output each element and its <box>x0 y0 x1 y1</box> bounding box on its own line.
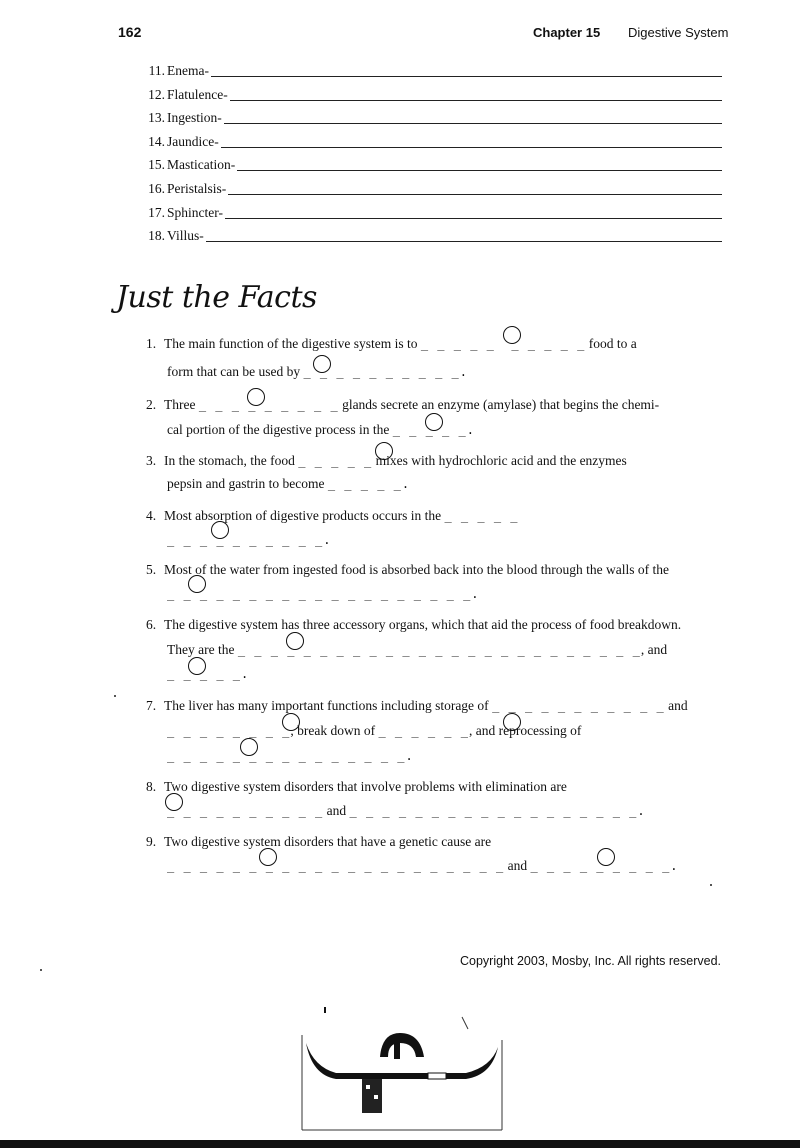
question-text: They are the <box>167 642 235 657</box>
term-row <box>137 87 722 103</box>
term-label: Ingestion- <box>167 110 222 125</box>
letter-blanks[interactable]: _ _ _ _ _ _ _ _ _ _ <box>167 804 324 818</box>
question-7-cont2 <box>167 748 414 764</box>
question-text: , and reprocessing of <box>468 723 582 738</box>
term-number: 12. <box>148 87 165 102</box>
question-text: form that can be used by <box>167 364 301 379</box>
question-number: 2. <box>146 397 157 412</box>
letter-blanks[interactable]: _ _ _ _ _. <box>167 667 250 681</box>
question-text: Most of the water from ingested food is absorbed back into the blood through the walls of the <box>164 562 670 577</box>
question-5 <box>146 562 669 578</box>
scan-speck <box>40 969 42 971</box>
question-text: mixes with hydrochloric acid and the enzymes <box>375 453 627 468</box>
artifact-shape <box>362 1079 382 1113</box>
question-text: and <box>668 698 688 713</box>
question-text: , break down of <box>290 723 376 738</box>
term-label: Sphincter- <box>167 205 223 220</box>
question-8-cont <box>167 803 646 819</box>
term-number: 15. <box>148 157 165 172</box>
circled-letter-marker <box>425 413 443 431</box>
section-title: Just the Facts <box>116 280 317 315</box>
artifact-shape <box>394 1039 400 1059</box>
letter-blanks[interactable]: _ _ _ _ _ <box>444 509 519 523</box>
question-4-cont <box>167 532 332 548</box>
circled-letter-marker <box>247 388 265 406</box>
circled-letter-marker <box>211 521 229 539</box>
copyright-notice: Copyright 2003, Mosby, Inc. All rights reserved. <box>460 954 721 968</box>
chapter-label: Chapter 15 <box>533 25 601 40</box>
circled-letter-marker <box>286 632 304 650</box>
question-text: In the stomach, the food <box>164 453 295 468</box>
question-number: 7. <box>146 698 157 713</box>
question-3-cont <box>167 476 410 492</box>
circled-letter-marker <box>313 355 331 373</box>
term-label: Villus- <box>167 228 204 243</box>
question-text: cal portion of the digestive process in the <box>167 422 390 437</box>
term-label: Mastication- <box>167 157 236 172</box>
question-7 <box>146 698 688 714</box>
answer-line[interactable] <box>224 122 722 124</box>
question-text: Two digestive system disorders that have a genetic cause are <box>164 834 492 849</box>
question-number: 4. <box>146 508 157 523</box>
letter-blanks[interactable]: _ _ _ _ _ _ _ _ _ _. <box>167 533 332 547</box>
artifact-shape <box>428 1073 446 1079</box>
question-text: pepsin and gastrin to become <box>167 476 325 491</box>
question-text: , and <box>640 642 668 657</box>
term-label: Jaundice- <box>167 134 219 149</box>
term-number: 17. <box>148 205 165 220</box>
circled-letter-marker <box>503 326 521 344</box>
scan-edge-bar <box>0 1140 800 1148</box>
term-row <box>137 205 722 221</box>
question-text: The digestive system has three accessory organs, which that aid the process of food breakdown. <box>164 617 682 632</box>
term-row <box>137 157 722 173</box>
circled-letter-marker <box>282 713 300 731</box>
term-label: Enema- <box>167 63 209 78</box>
circled-letter-marker <box>188 657 206 675</box>
letter-blanks[interactable]: _ _ _ _ _ <box>298 454 373 468</box>
circled-letter-marker <box>259 848 277 866</box>
circled-letter-marker <box>375 442 393 460</box>
term-row <box>137 110 722 126</box>
term-number: 18. <box>148 228 165 243</box>
letter-blanks[interactable]: _ _ _ _ _ _ <box>378 724 469 738</box>
question-8 <box>146 779 567 795</box>
term-row <box>137 181 722 197</box>
letter-blanks[interactable]: _ _ _ _ _ _ _ _ _ _ _ _ _ _ _ _ _ _ _ _ _ _ _ _ _ <box>237 643 641 657</box>
artifact-shape <box>306 1043 498 1079</box>
circled-letter-marker <box>188 575 206 593</box>
letter-blanks[interactable]: _ _ _ _ _ _ _ _ _ _. <box>303 365 468 379</box>
question-1 <box>146 336 637 352</box>
question-text: The main function of the digestive system is to <box>164 336 418 351</box>
letter-blanks[interactable]: _ _ _ _ _ _ _ _ _ _ _ _ _ _ _. <box>167 749 414 763</box>
term-number: 16. <box>148 181 165 196</box>
letter-blanks[interactable]: _ _ _ _ _ _ _ _ _ _ _ <box>492 699 665 713</box>
question-text: Two digestive system disorders that involve problems with elimination are <box>164 779 567 794</box>
question-6 <box>146 617 681 633</box>
letter-blanks[interactable]: _ _ _ _ _ _ _ _ _ _ _ _ _ _ _ _ _ _ _ _ _ <box>167 859 505 873</box>
question-6-cont2 <box>167 666 249 682</box>
term-label: Peristalsis- <box>167 181 227 196</box>
term-number: 11. <box>148 63 165 78</box>
circled-letter-marker <box>165 793 183 811</box>
answer-line[interactable] <box>225 217 722 219</box>
question-text: and <box>507 858 528 873</box>
question-text: glands secrete an enzyme (amylase) that begins the chemi- <box>342 397 660 412</box>
answer-line[interactable] <box>237 169 722 171</box>
letter-blanks[interactable]: _ _ _ _ _. <box>392 423 475 437</box>
question-5-cont <box>167 586 480 602</box>
question-number: 3. <box>146 453 157 468</box>
answer-line[interactable] <box>211 75 722 77</box>
question-number: 6. <box>146 617 157 632</box>
question-number: 1. <box>146 336 157 351</box>
scan-speck <box>710 884 712 886</box>
term-row <box>137 134 722 150</box>
question-text: Three <box>164 397 196 412</box>
question-9 <box>146 834 491 850</box>
term-label: Flatulence- <box>167 87 228 102</box>
question-number: 5. <box>146 562 157 577</box>
answer-line[interactable] <box>221 146 722 148</box>
circled-letter-marker <box>597 848 615 866</box>
letter-blanks[interactable]: _ _ _ _ _ _ _ _ _ <box>198 398 339 412</box>
answer-line[interactable] <box>230 99 722 101</box>
letter-blanks[interactable]: _ _ _ _ _ _ _ _ _ _ _ _ _ _ _ _ _ _ _. <box>167 587 480 601</box>
question-number: 8. <box>146 779 157 794</box>
letter-blanks[interactable]: _ _ _ _ _ _ _ _ _ _ <box>420 337 586 351</box>
question-text: and <box>326 803 347 818</box>
artifact-shape <box>324 1007 326 1013</box>
chapter-title: Digestive System <box>628 25 729 40</box>
question-2 <box>146 397 659 413</box>
scan-speck <box>114 695 116 697</box>
question-number: 9. <box>146 834 157 849</box>
question-text: Most absorption of digestive products occurs in the <box>164 508 442 523</box>
term-row <box>137 63 722 79</box>
question-6-cont <box>167 642 667 658</box>
artifact-shape <box>374 1095 378 1099</box>
artifact-shape <box>366 1085 370 1089</box>
term-number: 13. <box>148 110 165 125</box>
question-text: The liver has many important functions including storage of <box>164 698 489 713</box>
term-number: 14. <box>148 134 165 149</box>
answer-line[interactable] <box>206 240 722 242</box>
letter-blanks[interactable]: _ _ _ _ _ _ _ _ _. <box>530 859 679 873</box>
letter-blanks[interactable]: _ _ _ _ _. <box>327 477 411 491</box>
page-number: 162 <box>118 24 142 40</box>
question-text: food to a <box>588 336 637 351</box>
letter-blanks[interactable]: _ _ _ _ _ _ _ _ <box>167 724 291 738</box>
question-4 <box>146 508 519 524</box>
letter-blanks[interactable]: _ _ _ _ _ _ _ _ _ _ _ _ _ _ _ _ _ _. <box>349 804 646 818</box>
circled-letter-marker <box>503 713 521 731</box>
answer-line[interactable] <box>228 193 722 195</box>
scan-artifact-graphic <box>296 1005 511 1135</box>
term-row <box>137 228 722 244</box>
artifact-shape <box>380 1033 424 1057</box>
circled-letter-marker <box>240 738 258 756</box>
artifact-line <box>462 1017 468 1029</box>
